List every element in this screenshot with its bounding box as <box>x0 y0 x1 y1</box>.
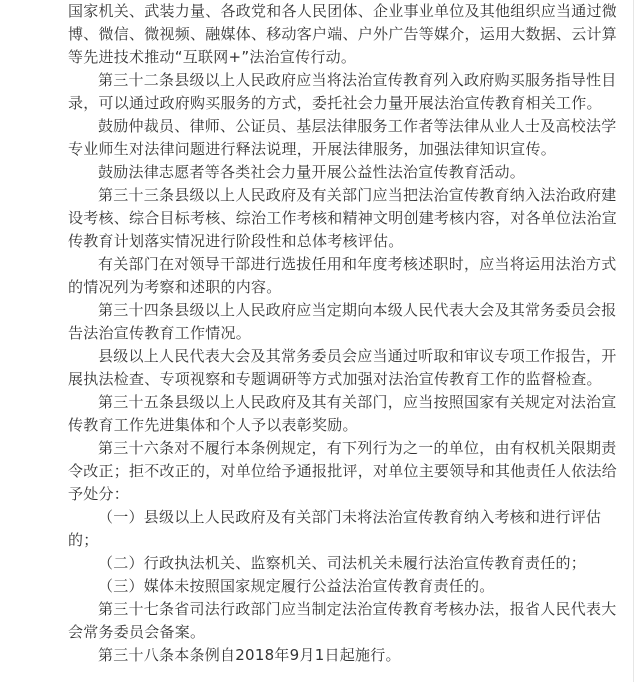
paragraph-article-32: 第三十二条县级以上人民政府应当将法治宣传教育列入政府购买服务指导性目录，可以通过政府购买服务的方式，委托社会力量开展法治宣传教育相关工作。 <box>68 71 617 112</box>
paragraph-volunteers: 鼓励法律志愿者等各类社会力量开展公益性法治宣传教育活动。 <box>98 163 526 181</box>
paragraph-congress-supervision: 县级以上人民代表大会及其常务委员会应当通过听取和审议专项工作报告，开展执法检查、专项视察和专题调研等方式加强对法治宣传教育工作的监督检查。 <box>68 347 617 388</box>
paragraph-legal-professionals: 鼓励仲裁员、律师、公证员、基层法律服务工作者等法律从业人士及高校法学专业师生对法律问题进行释法说理，开展法律服务，加强法律知识宣传。 <box>68 117 617 158</box>
list-item-1: （一）县级以上人民政府及有关部门未将法治宣传教育纳入考核和进行评估的； <box>68 508 602 549</box>
paragraph-article-34: 第三十四条县级以上人民政府应当定期向本级人民代表大会及其常务委员会报告法治宣传教育工作情况。 <box>68 301 617 342</box>
list-item-2: （二）行政执法机关、监察机关、司法机关未履行法治宣传教育责任的； <box>98 554 587 572</box>
paragraph-media-promotion: 国家机关、武装力量、各政党和各人民团体、企业事业单位及其他组织应当通过微博、微信、微视频、融媒体、移动客户端、户外广告等媒介，运用大数据、云计算等先进技术推动“互联网+”法治宣传行动。 <box>68 2 618 66</box>
paragraph-article-38: 第三十八条本条例自2018年9月1日起施行。 <box>98 646 401 664</box>
paragraph-article-35: 第三十五条县级以上人民政府及其有关部门，应当按照国家有关规定对法治宣传教育工作先进集体和个人予以表彰奖励。 <box>68 393 617 434</box>
paragraph-cadre-assessment: 有关部门在对领导干部进行选拔任用和年度考核述职时，应当将运用法治方式的情况列为考察和述职的内容。 <box>68 255 617 296</box>
paragraph-article-37: 第三十七条省司法行政部门应当制定法治宣传教育考核办法，报省人民代表大会常务委员会备案。 <box>68 600 617 641</box>
paragraph-article-36: 第三十六条对不履行本条例规定，有下列行为之一的单位，由有权机关限期责令改正；拒不改正的，对单位给予通报批评，对单位主要领导和其他责任人依法给予处分： <box>68 439 618 503</box>
paragraph-article-33: 第三十三条县级以上人民政府及有关部门应当把法治宣传教育纳入法治政府建设考核、综合目标考核、综治工作考核和精神文明创建考核内容，对各单位法治宣传教育计划落实情况进行阶段性和总体考核评估。 <box>68 186 618 250</box>
list-item-3: （三）媒体未按照国家规定履行公益法治宣传教育责任的。 <box>98 577 495 595</box>
